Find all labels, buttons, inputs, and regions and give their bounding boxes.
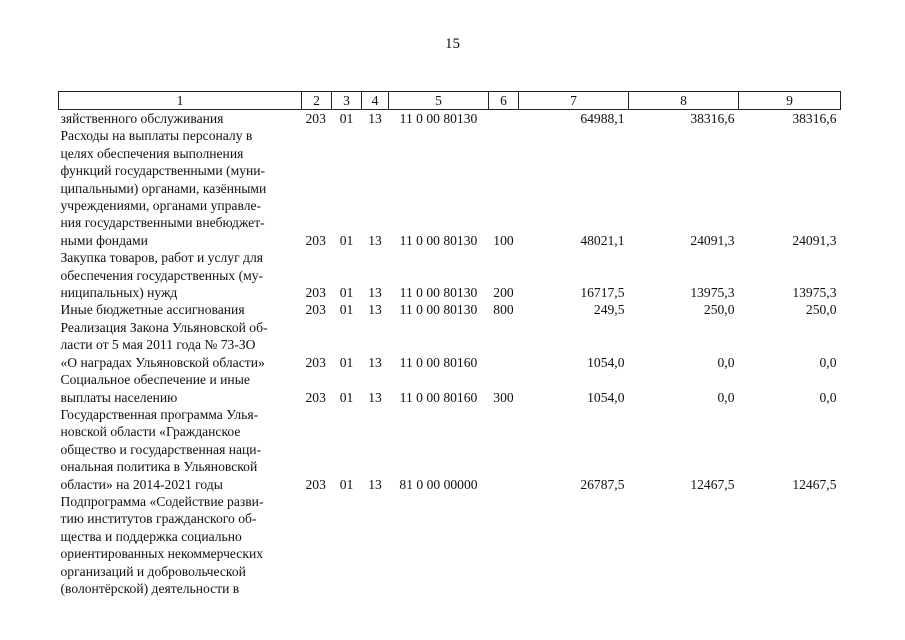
page-number: 15: [445, 36, 460, 52]
header-col-3: 3: [332, 92, 362, 110]
section-code-cell: 01: [339, 111, 354, 126]
section-code-cell: 01: [339, 354, 354, 370]
table-row: [59, 371, 841, 406]
budget-code-cell: 203: [305, 232, 326, 248]
description-cell: [59, 127, 302, 249]
description-line: «О наградах Ульяновской области»: [60, 354, 265, 370]
header-col-2: 2: [302, 92, 332, 110]
header-col-5: 5: [389, 92, 489, 110]
table-header: [59, 92, 841, 110]
amount-col8-cell: 0,0: [717, 389, 735, 405]
description-line: обеспечения государственных (му-: [60, 267, 264, 283]
header-row: [59, 92, 841, 110]
amount-col8-cell: 24091,3: [690, 232, 735, 248]
subsection-code-cell: [362, 493, 389, 597]
budget-table: [58, 91, 841, 597]
description-line: ния государственными внебюджет-: [60, 215, 265, 231]
description-line: новской области «Гражданское: [60, 424, 241, 440]
table-body: [59, 110, 841, 598]
expense-type-cell: 800: [493, 302, 514, 318]
description-line: Социальное обеспечение и иные: [60, 372, 250, 388]
description-line: учреждениями, органами управле-: [60, 198, 262, 214]
target-article-cell: 11 0 00 80160: [399, 389, 478, 405]
amount-col9-cell: 12467,5: [792, 476, 837, 492]
amount-col8-cell: 38316,6: [690, 111, 735, 126]
description-line: Расходы на выплаты персоналу в: [60, 128, 253, 144]
header-col-1: 1: [59, 92, 302, 110]
header-col-4: 4: [362, 92, 389, 110]
section-code-cell: 01: [339, 389, 354, 405]
table-row: [59, 319, 841, 371]
amount-col8-cell: [629, 493, 739, 597]
table-row: [59, 406, 841, 493]
subsection-code-cell: 13: [368, 389, 382, 405]
expense-type-cell: 200: [493, 285, 514, 301]
description-line: щества и поддержка социально: [60, 528, 242, 544]
budget-code-cell: 203: [305, 476, 326, 492]
description-line: тию институтов гражданского об-: [60, 511, 257, 527]
expense-type-cell: [489, 406, 519, 493]
description-line: Иные бюджетные ассигнования: [60, 302, 245, 318]
expense-type-cell: 300: [493, 389, 514, 405]
description-line: выплаты населению: [60, 389, 178, 405]
expense-type-cell: 100: [493, 232, 514, 248]
description-line: функций государственными (муни-: [60, 163, 266, 179]
subsection-code-cell: 13: [368, 111, 382, 126]
amount-col9-cell: 0,0: [819, 389, 837, 405]
budget-code-cell: [302, 493, 332, 597]
section-code-cell: 01: [339, 285, 354, 301]
amount-col7-cell: [519, 493, 629, 597]
budget-code-cell: 203: [305, 354, 326, 370]
table-row: [59, 127, 841, 249]
target-article-cell: 11 0 00 80130: [399, 111, 478, 126]
amount-col8-cell: 0,0: [717, 354, 735, 370]
amount-col7-cell: 1054,0: [587, 354, 625, 370]
description-line: Реализация Закона Ульяновской об-: [60, 319, 268, 335]
expense-type-cell: [489, 493, 519, 597]
description-line: ниципальных) нужд: [60, 285, 178, 301]
description-cell: [59, 319, 302, 371]
budget-code-cell: 203: [305, 389, 326, 405]
table-row: [59, 249, 841, 301]
target-article-cell: [389, 493, 489, 597]
description-line: ласти от 5 мая 2011 года № 73-ЗО: [60, 337, 256, 353]
target-article-cell: 81 0 00 00000: [399, 476, 478, 492]
header-col-6: 6: [489, 92, 519, 110]
description-cell: [59, 371, 302, 406]
description-cell: [59, 406, 302, 493]
description-cell: [59, 110, 302, 128]
amount-col7-cell: 249,5: [593, 302, 625, 318]
amount-col9-cell: 38316,6: [792, 111, 837, 126]
subsection-code-cell: 13: [368, 354, 382, 370]
description-line: ными фондами: [60, 232, 148, 248]
section-code-cell: 01: [339, 302, 354, 318]
section-code-cell: 01: [339, 476, 354, 492]
amount-col7-cell: 48021,1: [580, 232, 625, 248]
description-line: области» на 2014-2021 годы: [60, 476, 223, 492]
description-line: зяйственного обслуживания: [60, 111, 224, 126]
description-line: общество и государственная наци-: [60, 441, 262, 457]
subsection-code-cell: 13: [368, 232, 382, 248]
amount-col8-cell: 12467,5: [690, 476, 735, 492]
amount-col7-cell: 26787,5: [580, 476, 625, 492]
target-article-cell: 11 0 00 80130: [399, 302, 478, 318]
description-line: Закупка товаров, работ и услуг для: [60, 250, 264, 266]
amount-col7-cell: 1054,0: [587, 389, 625, 405]
description-cell: [59, 249, 302, 301]
header-col-8: 8: [629, 92, 739, 110]
amount-col7-cell: 16717,5: [580, 285, 625, 301]
amount-col9-cell: 13975,3: [792, 285, 837, 301]
budget-code-cell: 203: [305, 285, 326, 301]
table-row: [59, 110, 841, 128]
target-article-cell: 11 0 00 80130: [399, 285, 478, 301]
section-code-cell: 01: [339, 232, 354, 248]
description-line: Подпрограмма «Содействие разви-: [60, 493, 264, 509]
description-line: ональная политика в Ульяновской: [60, 459, 258, 475]
section-code-cell: [332, 493, 362, 597]
target-article-cell: 11 0 00 80130: [399, 232, 478, 248]
description-line: (волонтёрской) деятельности в: [60, 580, 240, 596]
subsection-code-cell: 13: [368, 302, 382, 318]
amount-col8-cell: 250,0: [703, 302, 735, 318]
amount-col9-cell: 24091,3: [792, 232, 837, 248]
amount-col9-cell: [739, 493, 841, 597]
target-article-cell: 11 0 00 80160: [399, 354, 478, 370]
subsection-code-cell: 13: [368, 476, 382, 492]
description-line: ориентированных некоммерческих: [60, 546, 264, 562]
description-line: организаций и добровольческой: [60, 563, 246, 579]
amount-col9-cell: 250,0: [805, 302, 837, 318]
table-row: [59, 493, 841, 597]
budget-code-cell: 203: [305, 302, 326, 318]
budget-code-cell: 203: [305, 111, 326, 126]
description-line: Государственная программа Улья-: [60, 406, 259, 422]
amount-col9-cell: 0,0: [819, 354, 837, 370]
table-row: [59, 301, 841, 318]
header-col-7: 7: [519, 92, 629, 110]
description-line: целях обеспечения выполнения: [60, 145, 244, 161]
expense-type-cell: [489, 319, 519, 371]
description-line: ципальными) органами, казёнными: [60, 180, 267, 196]
amount-col8-cell: 13975,3: [690, 285, 735, 301]
subsection-code-cell: 13: [368, 285, 382, 301]
description-cell: [59, 493, 302, 597]
expense-type-cell: [489, 110, 519, 128]
description-cell: [59, 301, 302, 318]
amount-col7-cell: 64988,1: [580, 111, 625, 126]
header-col-9: 9: [739, 92, 841, 110]
